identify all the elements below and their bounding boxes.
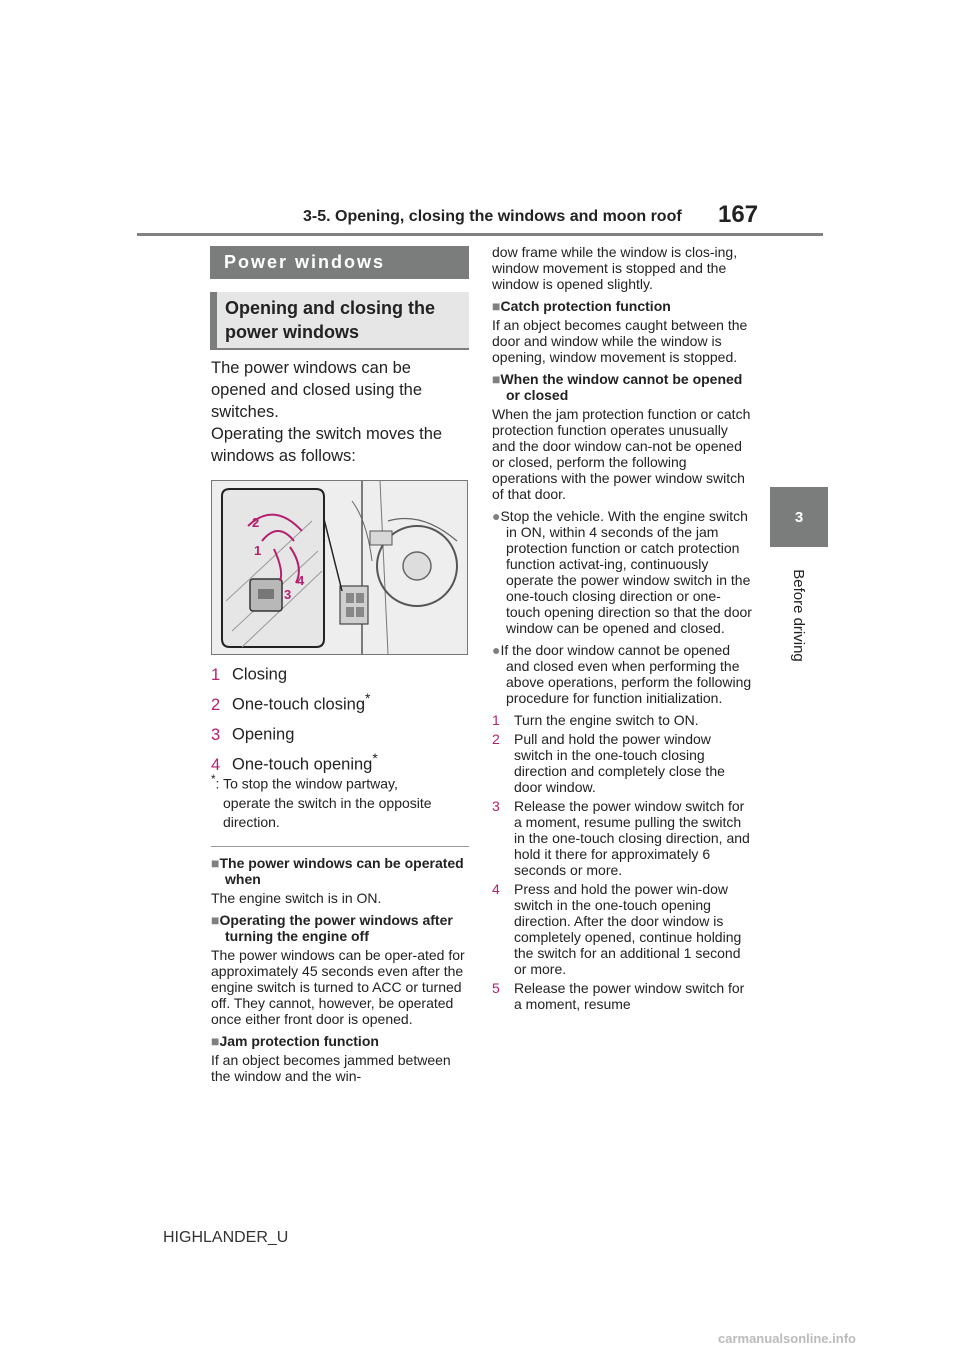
step-item — [492, 881, 752, 977]
figure-legend — [211, 657, 469, 777]
header-section-title: 3-5. Opening, closing the windows and moon roof — [303, 208, 682, 225]
legend-item — [211, 717, 469, 745]
legend-number: 1 — [211, 665, 221, 684]
note-text: dow frame while the window is clos-ing, window movement is stopped and the window is opened slightly. — [492, 244, 738, 292]
steering-hub — [403, 552, 431, 580]
bullet-marker: ● — [492, 642, 501, 658]
step-item — [492, 712, 752, 728]
step-text: Release the power window switch for a moment, resume pulling the switch in the one-touch closing direction, and hold it there for approximately 6 seconds or more. — [514, 798, 750, 878]
switch-button-a — [346, 593, 354, 603]
note-text: When the jam protection function or catch protection function operates unusually and the door window can-not be opened or closed, perform the following operations with the power window switch of that door. — [492, 406, 751, 502]
footnote-continuation: operate the switch in the opposite direction. — [223, 794, 432, 830]
step-number: 5 — [492, 980, 500, 996]
switch-button-d — [356, 607, 364, 617]
callout-4: 4 — [297, 573, 305, 588]
chapter-label-box — [768, 560, 828, 670]
note-text: If an object becomes jammed between the window and the win- — [211, 1052, 451, 1084]
legend-label: Closing — [232, 665, 288, 684]
note-heading — [211, 1033, 471, 1049]
notes-divider — [211, 846, 469, 847]
step-text: Pull and hold the power window switch in the one-touch closing direction and completely close the door window. — [514, 731, 725, 795]
square-marker: ■ — [211, 855, 220, 871]
right-notes — [492, 244, 752, 1015]
chapter-number: 3 — [794, 508, 804, 526]
step-number: 3 — [492, 798, 500, 814]
note-heading-text: Jam protection function — [219, 1033, 379, 1049]
window-switch-key — [258, 589, 274, 599]
legend-number: 3 — [211, 725, 221, 744]
note-text: If an object becomes caught between the door and window while the window is opening, window movement is stopped. — [492, 317, 748, 365]
footnote — [211, 770, 469, 832]
square-marker: ■ — [492, 298, 501, 314]
footnote-mark: * — [211, 773, 216, 786]
step-item — [492, 731, 752, 795]
bullet-text: If the door window cannot be opened and closed even when performing the above operations, perform the following procedure for function initialization. — [500, 642, 752, 706]
footnote-text: : To stop the window partway, — [215, 775, 398, 792]
step-text: Turn the engine switch to ON. — [514, 712, 699, 728]
note-heading — [492, 298, 752, 314]
note-heading-text: The power windows can be operated when — [219, 855, 464, 887]
note-heading-text: When the window cannot be opened or closed — [500, 371, 743, 403]
intro-line-1: The power windows can be opened and closed using the switches. — [211, 359, 423, 421]
step-item — [492, 980, 752, 1012]
callout-1: 1 — [254, 543, 262, 558]
callout-2: 2 — [252, 515, 260, 530]
left-notes — [211, 851, 471, 1090]
legend-label: One-touch opening — [232, 755, 373, 774]
door-switch-panel — [340, 586, 368, 624]
bullet-item — [492, 642, 752, 706]
header-rule — [137, 233, 823, 236]
step-item — [492, 798, 752, 878]
page-number: 167 — [718, 201, 759, 228]
legend-item — [211, 657, 469, 685]
switch-illustration — [212, 481, 467, 654]
step-text: Release the power window switch for a moment, resume — [514, 980, 745, 1012]
note-heading — [211, 912, 471, 944]
section-title: Power windows — [210, 246, 469, 279]
note-heading-text: Catch protection function — [500, 298, 671, 314]
subsection-title: Opening and closing the power windows — [210, 292, 469, 350]
footnote-line — [211, 770, 469, 794]
note-text: The engine switch is in ON. — [211, 890, 382, 906]
legend-star: * — [365, 691, 371, 706]
step-text: Press and hold the power win-dow switch in the one-touch opening direction. After the door window is completely opened, continue holding the switch for an additional 1 second or more. — [514, 881, 742, 977]
chapter-tab[interactable] — [770, 487, 828, 547]
legend-number: 2 — [211, 695, 221, 714]
switch-button-b — [356, 593, 364, 603]
square-marker: ■ — [211, 912, 220, 928]
watermark-link[interactable]: carmanualsonline.info — [718, 1331, 856, 1346]
chapter-label: Before driving — [789, 568, 807, 662]
vent — [370, 531, 392, 545]
note-heading — [492, 371, 752, 403]
bullet-text: Stop the vehicle. With the engine switch in ON, within 4 seconds of the jam protection function or catch protection function activat-ing, continuously operate the power window switch in the one-touch closing direction or one-touch opening direction so that the door window can be opened and closed. — [500, 508, 752, 636]
callout-3: 3 — [284, 587, 292, 602]
switch-button-c — [346, 607, 354, 617]
bullet-marker: ● — [492, 508, 501, 524]
square-marker: ■ — [211, 1033, 220, 1049]
intro-line-2: Operating the switch moves the windows as follows: — [211, 425, 443, 465]
legend-star: * — [372, 751, 378, 766]
legend-label: Opening — [232, 725, 295, 744]
intro-text — [211, 357, 469, 467]
step-number: 2 — [492, 731, 500, 747]
note-text: The power windows can be oper-ated for approximately 45 seconds even after the engine switch is turned to ACC or turned off. They cannot, however, be operated once either front door is opened. — [211, 947, 465, 1027]
step-number: 4 — [492, 881, 500, 897]
legend-number: 4 — [211, 755, 221, 774]
square-marker: ■ — [492, 371, 501, 387]
power-window-switch-figure — [211, 480, 468, 655]
step-number: 1 — [492, 712, 500, 728]
model-footer: HIGHLANDER_U — [163, 1229, 289, 1246]
note-heading — [211, 855, 471, 887]
zoom-inset — [222, 489, 324, 647]
bullet-item — [492, 508, 752, 636]
note-heading-text: Operating the power windows after turning the engine off — [219, 912, 453, 944]
legend-label: One-touch closing — [232, 695, 365, 714]
legend-item — [211, 687, 469, 715]
